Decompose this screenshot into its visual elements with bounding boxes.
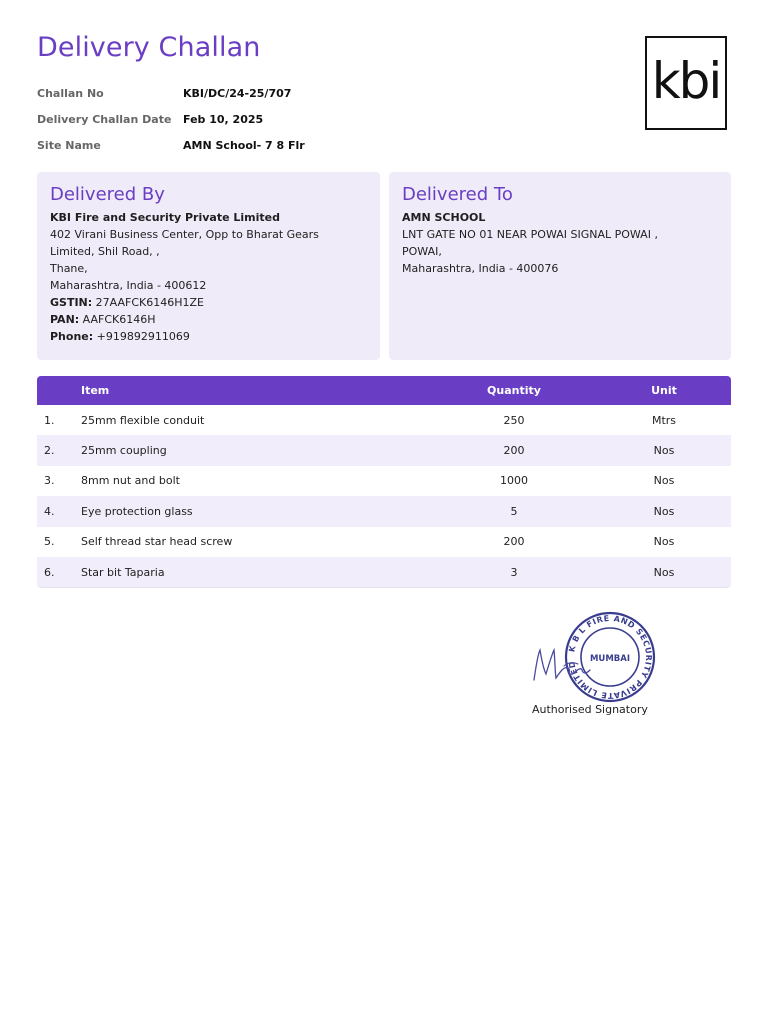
table-header bbox=[37, 376, 731, 405]
row-quantity: 1000 bbox=[500, 474, 528, 488]
meta-label: Delivery Challan Date bbox=[37, 112, 172, 126]
row-unit: Nos bbox=[653, 535, 675, 549]
company-logo bbox=[645, 36, 727, 130]
row-item: 25mm coupling bbox=[81, 444, 167, 458]
row-quantity: 5 bbox=[510, 504, 518, 518]
recipient-name: AMN SCHOOL bbox=[402, 211, 486, 224]
row-item: Self thread star head screw bbox=[81, 535, 233, 549]
meta-value: AMN School- 7 8 Flr bbox=[183, 138, 305, 152]
address-line: Thane, bbox=[50, 262, 88, 275]
table-row bbox=[37, 405, 731, 435]
row-unit: Nos bbox=[653, 444, 675, 458]
table-row bbox=[37, 496, 731, 526]
phone-label: Phone: bbox=[50, 330, 94, 343]
sender-name: KBI Fire and Security Private Limited bbox=[50, 211, 280, 224]
phone-value: +919892911069 bbox=[96, 330, 190, 343]
row-item: 8mm nut and bolt bbox=[81, 474, 180, 488]
handwritten-signature bbox=[520, 636, 610, 686]
header-unit: Unit bbox=[651, 384, 677, 397]
logo-text: kbi bbox=[651, 52, 721, 110]
row-index: 3. bbox=[44, 474, 55, 488]
pan-value: AAFCK6146H bbox=[82, 313, 156, 326]
page-title: Delivery Challan bbox=[37, 32, 261, 63]
gstin-line bbox=[50, 294, 367, 311]
delivered-by-card bbox=[37, 172, 380, 360]
row-index: 4. bbox=[44, 504, 55, 518]
row-quantity: 200 bbox=[503, 535, 525, 549]
row-index: 5. bbox=[44, 535, 55, 549]
address-line: POWAI, bbox=[402, 245, 442, 258]
authorised-signatory-label: Authorised Signatory bbox=[532, 703, 648, 716]
row-item: Eye protection glass bbox=[81, 504, 193, 518]
svg-text:MUMBAI: MUMBAI bbox=[589, 654, 631, 664]
address-line: LNT GATE NO 01 NEAR POWAI SIGNAL POWAI , bbox=[402, 228, 658, 241]
gstin-label: GSTIN: bbox=[50, 296, 93, 309]
row-quantity: 250 bbox=[503, 413, 525, 427]
signature-area bbox=[520, 606, 670, 702]
address-line: Maharashtra, India - 400612 bbox=[50, 279, 207, 292]
row-unit: Nos bbox=[653, 565, 675, 579]
meta-label: Site Name bbox=[37, 138, 101, 152]
address-line: Maharashtra, India - 400076 bbox=[402, 262, 559, 275]
header-quantity: Quantity bbox=[487, 384, 541, 397]
gstin-value: 27AAFCK6146H1ZE bbox=[95, 296, 204, 309]
challan-meta bbox=[37, 80, 305, 158]
phone-line bbox=[50, 328, 367, 345]
delivered-to-card bbox=[389, 172, 731, 360]
row-index: 2. bbox=[44, 444, 55, 458]
items-table bbox=[37, 376, 731, 588]
row-item: Star bit Taparia bbox=[81, 565, 165, 579]
address-line: Limited, Shil Road, , bbox=[50, 245, 160, 258]
table-row bbox=[37, 435, 731, 465]
meta-value: KBI/DC/24-25/707 bbox=[183, 86, 292, 100]
table-body bbox=[37, 405, 731, 587]
row-unit: Nos bbox=[653, 474, 675, 488]
row-unit: Nos bbox=[653, 504, 675, 518]
delivered-by-heading: Delivered By bbox=[50, 184, 165, 205]
meta-row-challan-no bbox=[37, 80, 305, 106]
header-item: Item bbox=[81, 384, 110, 397]
meta-value: Feb 10, 2025 bbox=[183, 112, 264, 126]
row-quantity: 200 bbox=[503, 444, 525, 458]
row-index: 6. bbox=[44, 565, 55, 579]
pan-line bbox=[50, 311, 367, 328]
address-line: 402 Virani Business Center, Opp to Bharat Gears bbox=[50, 228, 319, 241]
row-item: 25mm flexible conduit bbox=[81, 413, 205, 427]
table-row bbox=[37, 466, 731, 496]
meta-row-date bbox=[37, 106, 305, 132]
table-row bbox=[37, 527, 731, 557]
svg-text:K B L FIRE AND SECURITY PRIVAT: K B L FIRE AND SECURITY PRIVATE LIMITED bbox=[567, 613, 654, 701]
row-unit: Mtrs bbox=[651, 413, 677, 427]
row-index: 1. bbox=[44, 413, 55, 427]
pan-label: PAN: bbox=[50, 313, 80, 326]
delivered-to-heading: Delivered To bbox=[402, 184, 513, 205]
table-row bbox=[37, 557, 731, 587]
row-quantity: 3 bbox=[510, 565, 518, 579]
meta-row-site-name bbox=[37, 132, 305, 158]
meta-label: Challan No bbox=[37, 86, 104, 100]
